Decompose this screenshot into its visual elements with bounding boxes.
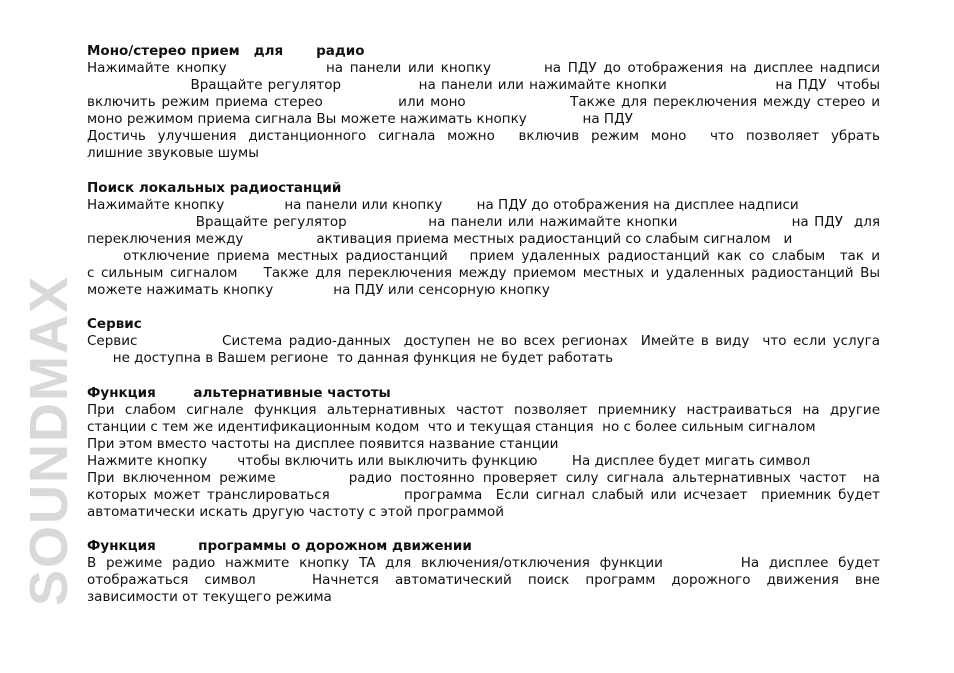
text-line: можете нажимать кнопку на ПДУ или сенсорную кнопку	[87, 281, 550, 298]
text-line: не доступна в Вашем регионе то данная функция не будет работать	[87, 350, 614, 366]
text-line: Нажимайте кнопку на панели или кнопку на ПДУ до отображения на дисплее надписи	[87, 60, 880, 76]
section-heading: Поиск локальных радиостанций	[87, 179, 342, 196]
text-line: При слабом сигнале функция альтернативных частот позволяет приемнику настраиваться на другие	[87, 401, 880, 418]
section-alt-frequencies	[87, 385, 880, 521]
section-heading: Функция программы о дорожном движении	[87, 538, 472, 554]
section-heading: Моно/стерео прием для радио	[87, 43, 365, 59]
document-body	[87, 43, 880, 606]
text-line: которых может транслироваться программа Если сигнал слабый или исчезает приемник будет	[87, 486, 880, 503]
text-line: станции с тем же идентификационным кодом что и текущая станция но с более сильным сигналом	[87, 418, 816, 435]
text-line: В режиме радио нажмите кнопку TA для включения/отключения функции На дисплее будет	[87, 555, 880, 571]
text-line: При этом вместо частоты на дисплее появится название станции	[87, 435, 559, 452]
text-line: переключения между активация приема местных радиостанций со слабым сигналом и	[87, 230, 793, 247]
section-service	[87, 316, 880, 367]
text-line: Нажимайте кнопку на панели или кнопку на ПДУ до отображения на дисплее надписи	[87, 196, 799, 213]
text-line: с сильным сигналом Также для переключения между приемом местных и удаленных радиостанций Вы	[87, 264, 880, 281]
text-line: отключение приема местных радиостанций прием удаленных радиостанций как со слабым так и	[87, 247, 880, 264]
text-line: При включенном режиме радио постоянно проверяет силу сигнала альтернативных частот на	[87, 469, 880, 486]
text-line: Нажмите кнопку чтобы включить или выключить функцию На дисплее будет мигать символ	[87, 452, 811, 469]
text-line: зависимости от текущего режима	[87, 589, 332, 605]
text-line: Сервис Система радио-данных доступен не во всех регионах Имейте в виду что если услуга	[87, 333, 880, 349]
text-line: лишние звуковые шумы	[87, 145, 259, 161]
text-line: включить режим приема стерео или моно Также для переключения между стерео и	[87, 94, 880, 110]
section-heading: Сервис	[87, 316, 142, 332]
text-line: моно режимом приема сигнала Вы можете нажимать кнопку на ПДУ	[87, 111, 633, 127]
section-heading: Функция альтернативные частоты	[87, 384, 391, 401]
text-line: Достичь улучшения дистанционного сигнала можно включив режим моно что позволяет убрать	[87, 128, 880, 144]
text-line: отображаться символ Начнется автоматический поиск программ дорожного движения вне	[87, 572, 880, 588]
text-line: Вращайте регулятор на панели или нажимайте кнопки на ПДУ для	[87, 213, 880, 230]
text-line: Вращайте регулятор на панели или нажимайте кнопки на ПДУ чтобы	[87, 77, 880, 93]
section-traffic-programs	[87, 538, 880, 606]
text-line: автоматически искать другую частоту с этой программой	[87, 503, 504, 520]
section-local-stations	[87, 180, 880, 299]
brand-watermark: SOUNDMAX	[19, 274, 79, 606]
section-mono-stereo	[87, 43, 880, 162]
